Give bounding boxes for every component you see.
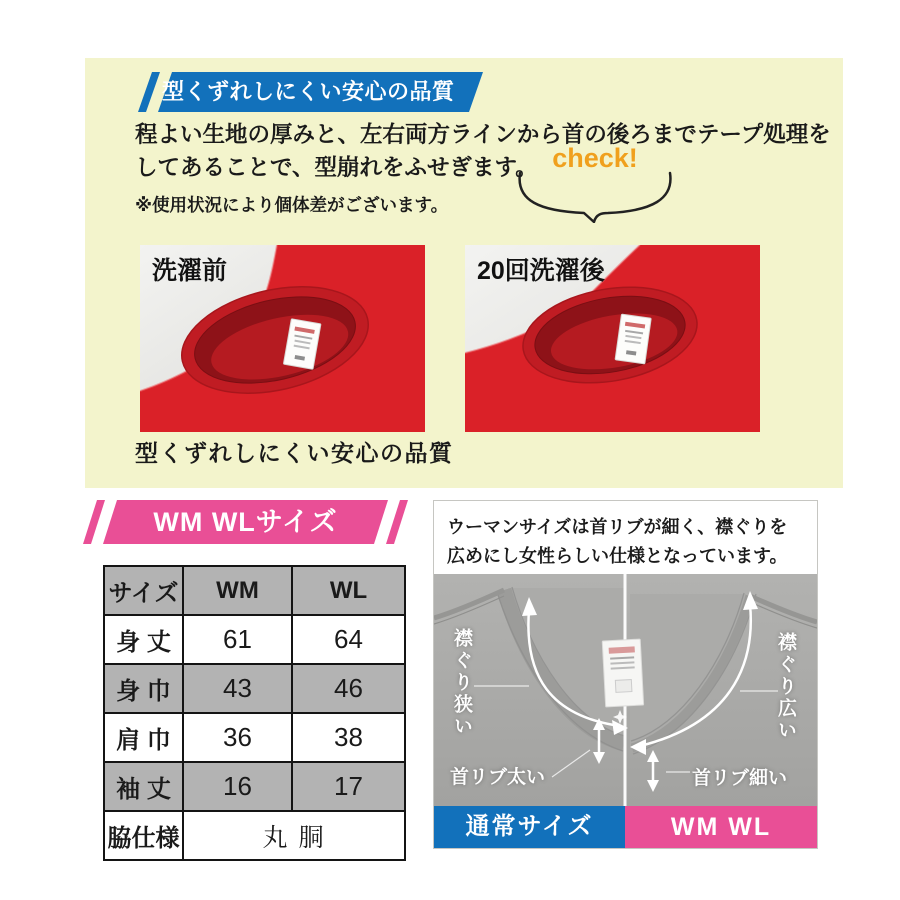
cell-wm: 43: [183, 664, 292, 713]
quality-panel: [85, 58, 843, 488]
description-line-1: 程よい生地の厚みと、左右両方ラインから首の後ろまでテープ処理を: [135, 122, 831, 147]
cell-wl: 64: [292, 615, 405, 664]
care-tag: [615, 314, 651, 364]
cell-wm: 61: [183, 615, 292, 664]
quality-caption: 型くずれしにくい安心の品質: [135, 440, 454, 466]
size-banner: [83, 500, 408, 544]
normal-size-banner: 通常サイズ: [434, 806, 625, 848]
after-wash-label: 20回洗濯後: [477, 257, 605, 285]
rib-label-woman: 首リブ細い: [692, 768, 788, 789]
size-banner-label: WM WLサイズ: [153, 507, 338, 537]
quality-banner: [138, 72, 483, 112]
check-label: check!: [552, 143, 638, 173]
cell-wl: 17: [292, 762, 405, 811]
collar-comparison-photo: [434, 574, 817, 807]
table-row: [104, 713, 405, 762]
quality-note: ※使用状況により個体差がございます。: [135, 195, 449, 215]
table-footer-row: [104, 811, 405, 860]
leader-line: [552, 750, 590, 777]
check-callout: [510, 143, 680, 223]
row-label: 身 丈: [104, 615, 183, 664]
woman-description-line-1: ウーマンサイズは首リブが細く、襟ぐりを: [447, 517, 788, 537]
row-label: 袖 丈: [104, 762, 183, 811]
quality-description: [135, 118, 831, 184]
row-label: 肩 巾: [104, 713, 183, 762]
comparison-banner-row: [434, 806, 817, 848]
header-wm: WM: [183, 566, 292, 615]
before-wash-label: 洗濯前: [152, 257, 228, 285]
row-label: 身 巾: [104, 664, 183, 713]
table-header-row: [104, 566, 405, 615]
description-line-2: してあることで、型崩れをふせぎます。: [135, 155, 538, 180]
cell-wm: 16: [183, 762, 292, 811]
table-row: [104, 664, 405, 713]
cell-wl: 38: [292, 713, 405, 762]
header-wl: WL: [292, 566, 405, 615]
cell-wl: 46: [292, 664, 405, 713]
neckline-label-woman: 襟ぐり広い: [775, 632, 796, 742]
photo-after-wash: [465, 245, 760, 432]
wm-wl-banner: WM WL: [625, 806, 817, 848]
neckline-label-normal: 襟ぐり狭い: [451, 628, 472, 738]
table-row: [104, 615, 405, 664]
photo-before-wash: [140, 245, 425, 432]
footer-value: 丸 胴: [183, 811, 405, 860]
cell-wm: 36: [183, 713, 292, 762]
brace-icon: [510, 167, 680, 223]
header-size: サイズ: [104, 566, 183, 615]
neckline-arrow-right: [640, 604, 751, 746]
woman-description: [447, 513, 788, 571]
size-table: [103, 565, 406, 861]
footer-label: 脇仕様: [104, 811, 183, 860]
table-row: [104, 762, 405, 811]
neckline-arrow-left: [528, 610, 620, 726]
quality-banner-label: 型くずれしにくい安心の品質: [162, 79, 455, 104]
woman-description-line-2: 広めにし女性らしい仕様となっています。: [447, 546, 788, 566]
woman-size-panel: [433, 500, 818, 849]
rib-label-normal: 首リブ太い: [450, 767, 546, 788]
